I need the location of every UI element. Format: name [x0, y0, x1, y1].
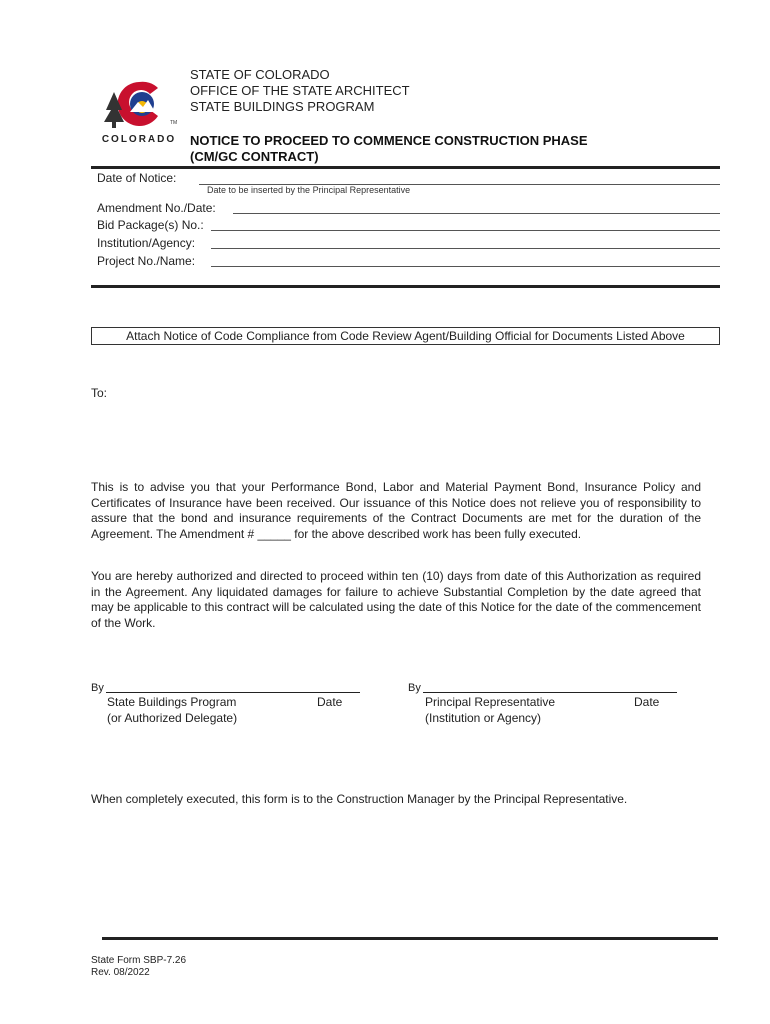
bid-package-label: Bid Package(s) No.: [97, 218, 204, 232]
header-divider [91, 166, 720, 169]
sig-left-date: Date [317, 695, 343, 709]
fields-divider [91, 285, 720, 288]
form-title-line-2: (CM/GC CONTRACT) [190, 149, 319, 164]
revision: Rev. 08/2022 [91, 967, 150, 978]
header-line-2: OFFICE OF THE STATE ARCHITECT [190, 83, 410, 98]
logo-tm: TM [170, 120, 178, 126]
project-field[interactable] [211, 266, 720, 267]
attach-notice-box [91, 327, 720, 345]
logo-text: COLORADO [101, 134, 177, 145]
sig-right-name: Principal Representative [425, 695, 556, 709]
logo-wordmark [98, 134, 180, 145]
sig-left-by: By [91, 682, 104, 694]
footer-rule [102, 937, 718, 940]
sig-left-name: State Buildings Program [107, 695, 237, 709]
to-label: To: [91, 386, 108, 400]
sig-right-line[interactable] [423, 692, 677, 693]
bid-package-field[interactable] [211, 230, 720, 231]
form-title-line-1: NOTICE TO PROCEED TO COMMENCE CONSTRUCTION PHASE [190, 133, 588, 148]
sig-left-line[interactable] [106, 692, 360, 693]
sig-right-by: By [408, 682, 421, 694]
form-number: State Form SBP-7.26 [91, 955, 187, 966]
attach-notice-text: Attach Notice of Code Compliance from Code Review Agent/Building Official for Documents Listed Above [126, 329, 685, 343]
sig-right-institution: (Institution or Agency) [425, 711, 542, 725]
sig-right-date: Date [634, 695, 660, 709]
header-line-3: STATE BUILDINGS PROGRAM [190, 99, 375, 114]
paragraph-bond: This is to advise you that your Performance Bond, Labor and Material Payment Bond, Insurance Policy and Certificates of Insurance have been received. Our issuance of this Notice does not relieve you of responsibility to assure that the bond and insurance requirements of the Contract Documents are met for the duration of the Agreement. The Amendment # _____ for the above described work has been fully executed. [91, 480, 701, 541]
institution-field[interactable] [211, 248, 720, 249]
project-label: Project No./Name: [97, 254, 196, 268]
header-line-1: STATE OF COLORADO [190, 67, 330, 82]
date-hint: Date to be inserted by the Principal Representative [207, 185, 411, 195]
completion-note: When completely executed, this form is to the Construction Manager by the Principal Representative. [91, 792, 628, 806]
colorado-logo [98, 76, 180, 150]
sig-left-delegate: (or Authorized Delegate) [107, 711, 238, 725]
date-of-notice-label: Date of Notice: [97, 171, 177, 185]
institution-label: Institution/Agency: [97, 236, 196, 250]
amendment-field[interactable] [233, 213, 720, 214]
colorado-c-mountain-icon [98, 76, 180, 134]
paragraph-authorization: You are hereby authorized and directed to proceed within ten (10) days from date of this Authorization as required in the Agreement. Any liquidated damages for failure to achieve Substantial Completion by the date agreed that may be applicable to this contract will be calculated using the date of this Notice for the date of the commencement of the Work. [91, 569, 701, 630]
amendment-label: Amendment No./Date: [97, 201, 216, 215]
